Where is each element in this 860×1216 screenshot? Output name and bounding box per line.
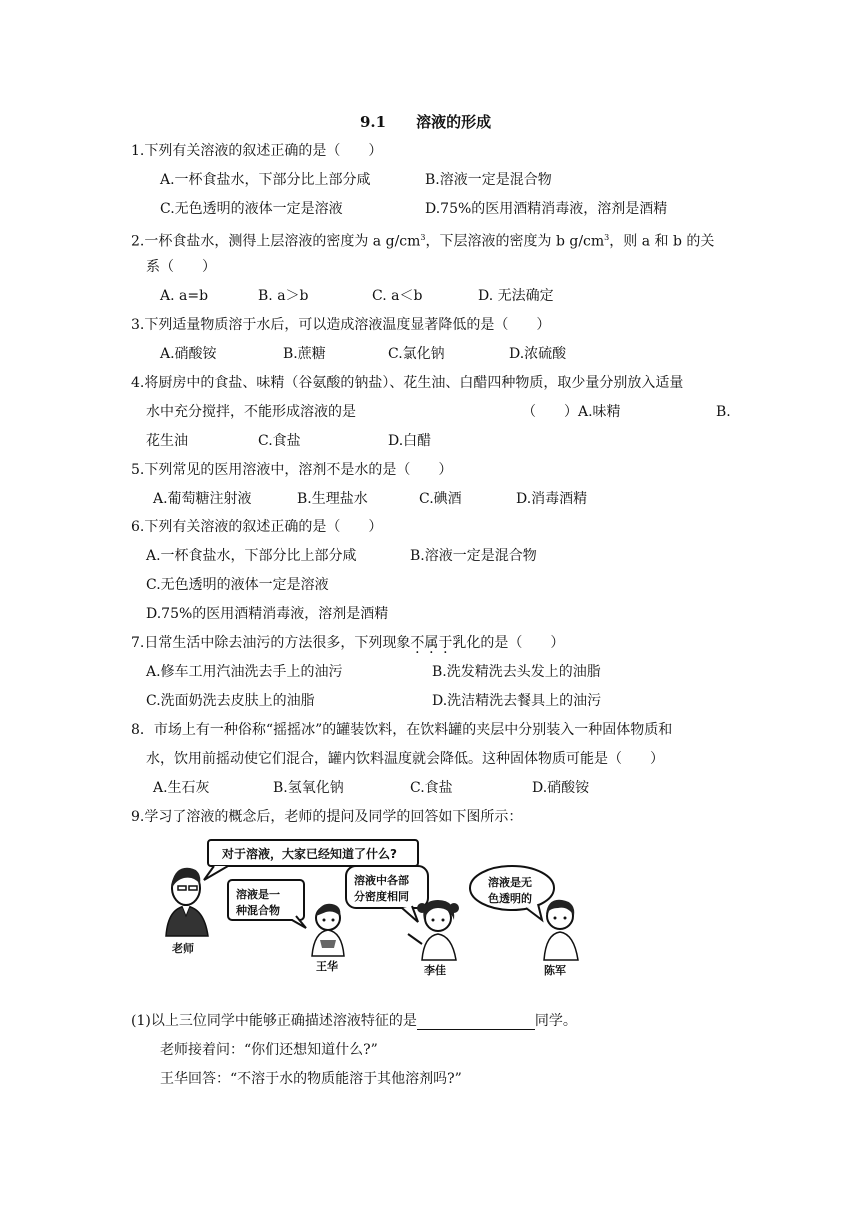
q9-teacher-ask: 老师接着问：“你们还想知道什么?” — [160, 1042, 378, 1058]
chen-bubble-line1: 溶液是无 — [488, 876, 532, 889]
question-2-stem-line2: 系（ ） — [146, 259, 216, 275]
q4-option-b-label: B. — [716, 404, 731, 420]
dialogue-figure — [156, 836, 596, 984]
li-label: 李佳 — [424, 964, 446, 977]
wang-bubble-line1: 溶液是一 — [236, 888, 280, 901]
q9-sub1-post: 同学。 — [534, 1013, 577, 1029]
q5-option-d: D.消毒酒精 — [516, 491, 588, 507]
q7-option-b: B.洗发精洗去头发上的油脂 — [432, 664, 601, 680]
li-bubble-line1: 溶液中各部 — [354, 874, 409, 887]
teacher-label: 老师 — [172, 942, 194, 955]
q9-sub1 — [131, 1012, 577, 1030]
question-2-stem — [131, 229, 714, 251]
q4-option-b-text: 花生油 — [146, 433, 188, 449]
q2-sup-2: 3 — [604, 233, 610, 242]
q1-option-c: C.无色透明的液体一定是溶液 — [160, 201, 343, 217]
question-6-stem: 6.下列有关溶液的叙述正确的是（ ） — [131, 519, 383, 535]
q5-option-b: B.生理盐水 — [297, 491, 368, 507]
question-5-stem: 5.下列常见的医用溶液中，溶剂不是水的是（ ） — [131, 462, 453, 478]
q3-option-a: A.硝酸铵 — [160, 346, 217, 362]
q7-stem-post: 乳化的是（ ） — [452, 635, 565, 651]
question-4-stem-line1: 4.将厨房中的食盐、味精（谷氨酸的钠盐）、花生油、白醋四种物质，取少量分别放入适量 — [131, 375, 684, 391]
q4-option-d: D.白醋 — [388, 433, 432, 449]
q9-sub1-pre: (1)以上三位同学中能够正确描述溶液特征的是 — [131, 1013, 417, 1029]
chen-speech-bubble — [470, 866, 554, 920]
q8-option-a: A.生石灰 — [153, 780, 210, 796]
q4-option-c: C.食盐 — [258, 433, 301, 449]
q7-option-c: C.洗面奶洗去皮肤上的油脂 — [146, 693, 315, 709]
q2-option-d: D. 无法确定 — [478, 288, 554, 304]
q6-option-a: A.一杯食盐水，下部分比上部分咸 — [146, 548, 357, 564]
question-8-stem-line1: 8．市场上有一种俗称“摇摇冰”的罐装饮料，在饮料罐的夹层中分别装入一种固体物质和 — [131, 722, 673, 738]
q7-emphasis-1: 不 — [410, 635, 425, 651]
q6-option-c: C.无色透明的液体一定是溶液 — [146, 577, 329, 593]
q7-option-a: A.修车工用汽油洗去手上的油污 — [146, 664, 343, 680]
question-3-stem: 3.下列适量物质溶于水后，可以造成溶液温度显著降低的是（ ） — [131, 317, 551, 333]
chen-figure — [544, 900, 578, 960]
q3-option-c: C.氯化钠 — [388, 346, 445, 362]
page-title: 9.1 溶液的形成 — [360, 113, 492, 131]
wang-figure — [312, 904, 344, 956]
q2-stem-post: ，则 a 和 b 的关 — [609, 233, 715, 250]
question-9-stem: 9.学习了溶液的概念后，老师的提问及同学的回答如下图所示： — [131, 809, 523, 825]
q8-option-c: C.食盐 — [410, 780, 453, 796]
chen-bubble-line2: 色透明的 — [488, 892, 532, 905]
q2-option-b: B. a＞b — [258, 288, 309, 304]
q8-option-d: D.硝酸铵 — [532, 780, 590, 796]
wang-speech-bubble — [228, 880, 306, 928]
q5-option-a: A.葡萄糖注射液 — [153, 491, 252, 507]
q7-option-d: D.洗洁精洗去餐具上的油污 — [432, 693, 602, 709]
q1-option-b: B.溶液一定是混合物 — [425, 172, 552, 188]
q8-option-b: B.氢氧化钠 — [273, 780, 344, 796]
chen-label: 陈军 — [544, 964, 566, 977]
q7-emphasis-3: 于 — [438, 635, 453, 651]
question-7-stem — [131, 634, 564, 652]
q5-option-c: C.碘酒 — [419, 491, 462, 507]
q6-option-d: D.75%的医用酒精消毒液，溶剂是酒精 — [146, 606, 389, 622]
question-4-stem-line2: 水中充分搅拌，不能形成溶液的是 — [146, 404, 356, 420]
q2-option-c: C. a＜b — [372, 288, 423, 304]
q6-option-b: B.溶液一定是混合物 — [410, 548, 537, 564]
question-1-stem: 1.下列有关溶液的叙述正确的是（ ） — [131, 143, 383, 159]
q9-wang-answer: 王华回答：“不溶于水的物质能溶于其他溶剂吗?” — [160, 1071, 462, 1087]
teacher-bubble-text: 对于溶液，大家已经知道了什么? — [222, 847, 397, 861]
li-bubble-line2: 分密度相同 — [354, 890, 409, 903]
q3-option-b: B.蔗糖 — [283, 346, 326, 362]
q3-option-d: D.浓硫酸 — [509, 346, 567, 362]
question-8-stem-line2: 水，饮用前摇动使它们混合，罐内饮料温度就会降低。这种固体物质可能是（ ） — [146, 751, 664, 767]
q7-stem-pre: 7.日常生活中除去油污的方法很多，下列现象 — [131, 635, 411, 651]
q1-option-d: D.75%的医用酒精消毒液，溶剂是酒精 — [425, 201, 668, 217]
q4-paren-option-a: （ ）A.味精 — [522, 404, 621, 420]
q2-stem-mid: ，下层溶液的密度为 b g/cm — [425, 233, 605, 250]
q2-stem-pre: 2.一杯食盐水，测得上层溶液的密度为 a g/cm — [131, 233, 421, 250]
q2-sup-1: 3 — [420, 233, 426, 242]
teacher-figure — [166, 868, 208, 936]
li-speech-bubble — [346, 866, 428, 922]
wang-label: 王华 — [316, 960, 338, 973]
q7-emphasis-2: 属 — [424, 635, 439, 651]
q1-option-a: A.一杯食盐水，下部分比上部分咸 — [160, 172, 371, 188]
q2-option-a: A. a=b — [160, 288, 209, 304]
dialogue-illustration — [156, 836, 596, 984]
q9-answer-blank[interactable] — [417, 1015, 535, 1030]
wang-bubble-line2: 种混合物 — [236, 904, 280, 917]
